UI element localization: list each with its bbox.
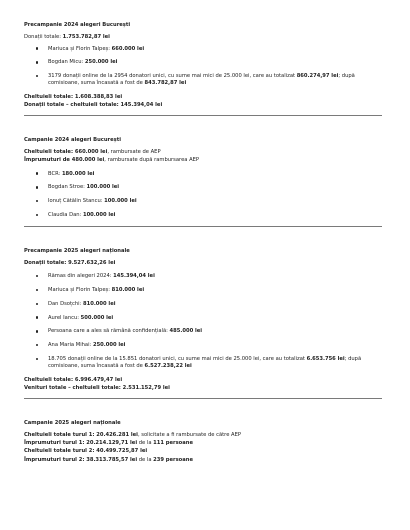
loans: Împrumuturi de 480.000 lei, rambursate după rambursarea AEP: [24, 157, 200, 164]
donations-minus-expenses: Donații totale – cheltuieli totale: 145.394,04 lei: [24, 102, 163, 109]
list-item: Ana Maria Mihai: 250.000 lei: [36, 342, 382, 349]
bullet-icon: [36, 303, 38, 305]
section-title: Precampanie 2024 alegeri București: [24, 22, 131, 28]
total-donations-value: 1.753.782,87 lei: [62, 34, 110, 41]
bullet-icon: [36, 75, 38, 77]
bullet-icon: [36, 47, 38, 49]
bullet-icon: [36, 330, 38, 332]
section-title: Campanie 2024 alegeri București: [24, 136, 121, 143]
section-precampaign-2025-national: [24, 248, 382, 393]
round2-expenses: Cheltuieli totale turul 2: 40.499.725,87 lei: [24, 448, 148, 455]
list-item: Bogdan Stroe: 100.000 lei: [36, 184, 382, 191]
divider: [24, 398, 382, 399]
list-item: Bogdan Micu: 250.000 lei: [36, 59, 382, 66]
round1-loans: Împrumuturi turul 1: 20.214.129,71 lei de la 111 persoane: [24, 440, 193, 447]
lender-list: [24, 171, 382, 220]
divider: [24, 115, 382, 116]
divider: [24, 226, 382, 227]
section-title: Precampanie 2025 alegeri naționale: [24, 247, 130, 254]
bullet-icon: [36, 61, 38, 63]
total-donations-label: Donații totale:: [24, 34, 63, 41]
bullet-icon: [36, 200, 38, 202]
list-item-online-donations: 3179 donații online de la 2954 donatori unici, cu sume mai mici de 25.000 lei, care au totalizat 860.274,97 lei; după comisioane, suma încasată a fost de 843.782,87 lei: [36, 73, 382, 88]
section-title: Campanie 2025 alegeri naționale: [24, 419, 121, 426]
bullet-icon: [36, 186, 38, 188]
round1-expenses: Cheltuieli totale turul 1: 20.426.281 lei, solicitate a fi rambursate de către AEP: [24, 431, 241, 438]
list-item: Claudia Dan: 100.000 lei: [36, 212, 382, 219]
bullet-icon: [36, 172, 38, 174]
donor-list: [24, 273, 382, 370]
list-item: BCR: 180.000 lei: [36, 171, 382, 178]
list-item: Ionuț Cătălin Stancu: 100.000 lei: [36, 198, 382, 205]
list-item: Aurel Iancu: 500.000 lei: [36, 315, 382, 322]
section-campaign-2024-bucharest: [24, 137, 382, 219]
total-donations: [24, 34, 382, 41]
total-expenses: Cheltuieli totale: 6.996.479,47 lei: [24, 377, 123, 384]
bullet-icon: [36, 275, 38, 277]
bullet-icon: [36, 344, 38, 346]
list-item: Mariuca și Florin Talpeș: 660.000 lei: [36, 46, 382, 53]
total-expenses: Cheltuieli totale: 660.000 lei, rambursate de AEP: [24, 149, 161, 156]
list-item: Persoana care a ales să rămână confidențială: 485.000 lei: [36, 328, 382, 335]
bullet-icon: [36, 289, 38, 291]
section-precampaign-2024-bucharest: [24, 22, 382, 110]
donor-list: [24, 46, 382, 88]
total-donations: Donații totale: 9.527.632,26 lei: [24, 260, 116, 266]
round2-loans: Împrumuturi turul 2: 38.313.785,57 lei de la 239 persoane: [24, 456, 193, 463]
total-expenses: Cheltuieli totale: 1.608.388,83 lei: [24, 94, 123, 101]
section-campaign-2025-national: [24, 420, 382, 464]
bullet-icon: [36, 316, 38, 318]
list-item: Dan Dsoțchi: 810.000 lei: [36, 301, 382, 308]
revenue-minus-expenses: Venituri totale – cheltuieli totale: 2.531.152,79 lei: [24, 385, 170, 392]
bullet-icon: [36, 358, 38, 360]
list-item-online-donations: 18.705 donații online de la 15.851 donatori unici, cu sume mai mici de 25.000 lei, care au totalizat 6.653.756 lei; după comisioane, suma încasată a fost de 6.527.238,22 lei: [36, 356, 382, 371]
bullet-icon: [36, 214, 38, 216]
list-item: Rămas din alegeri 2024: 145.394,04 lei: [36, 273, 382, 280]
list-item: Mariuca și Florin Talpeș: 810.000 lei: [36, 287, 382, 294]
